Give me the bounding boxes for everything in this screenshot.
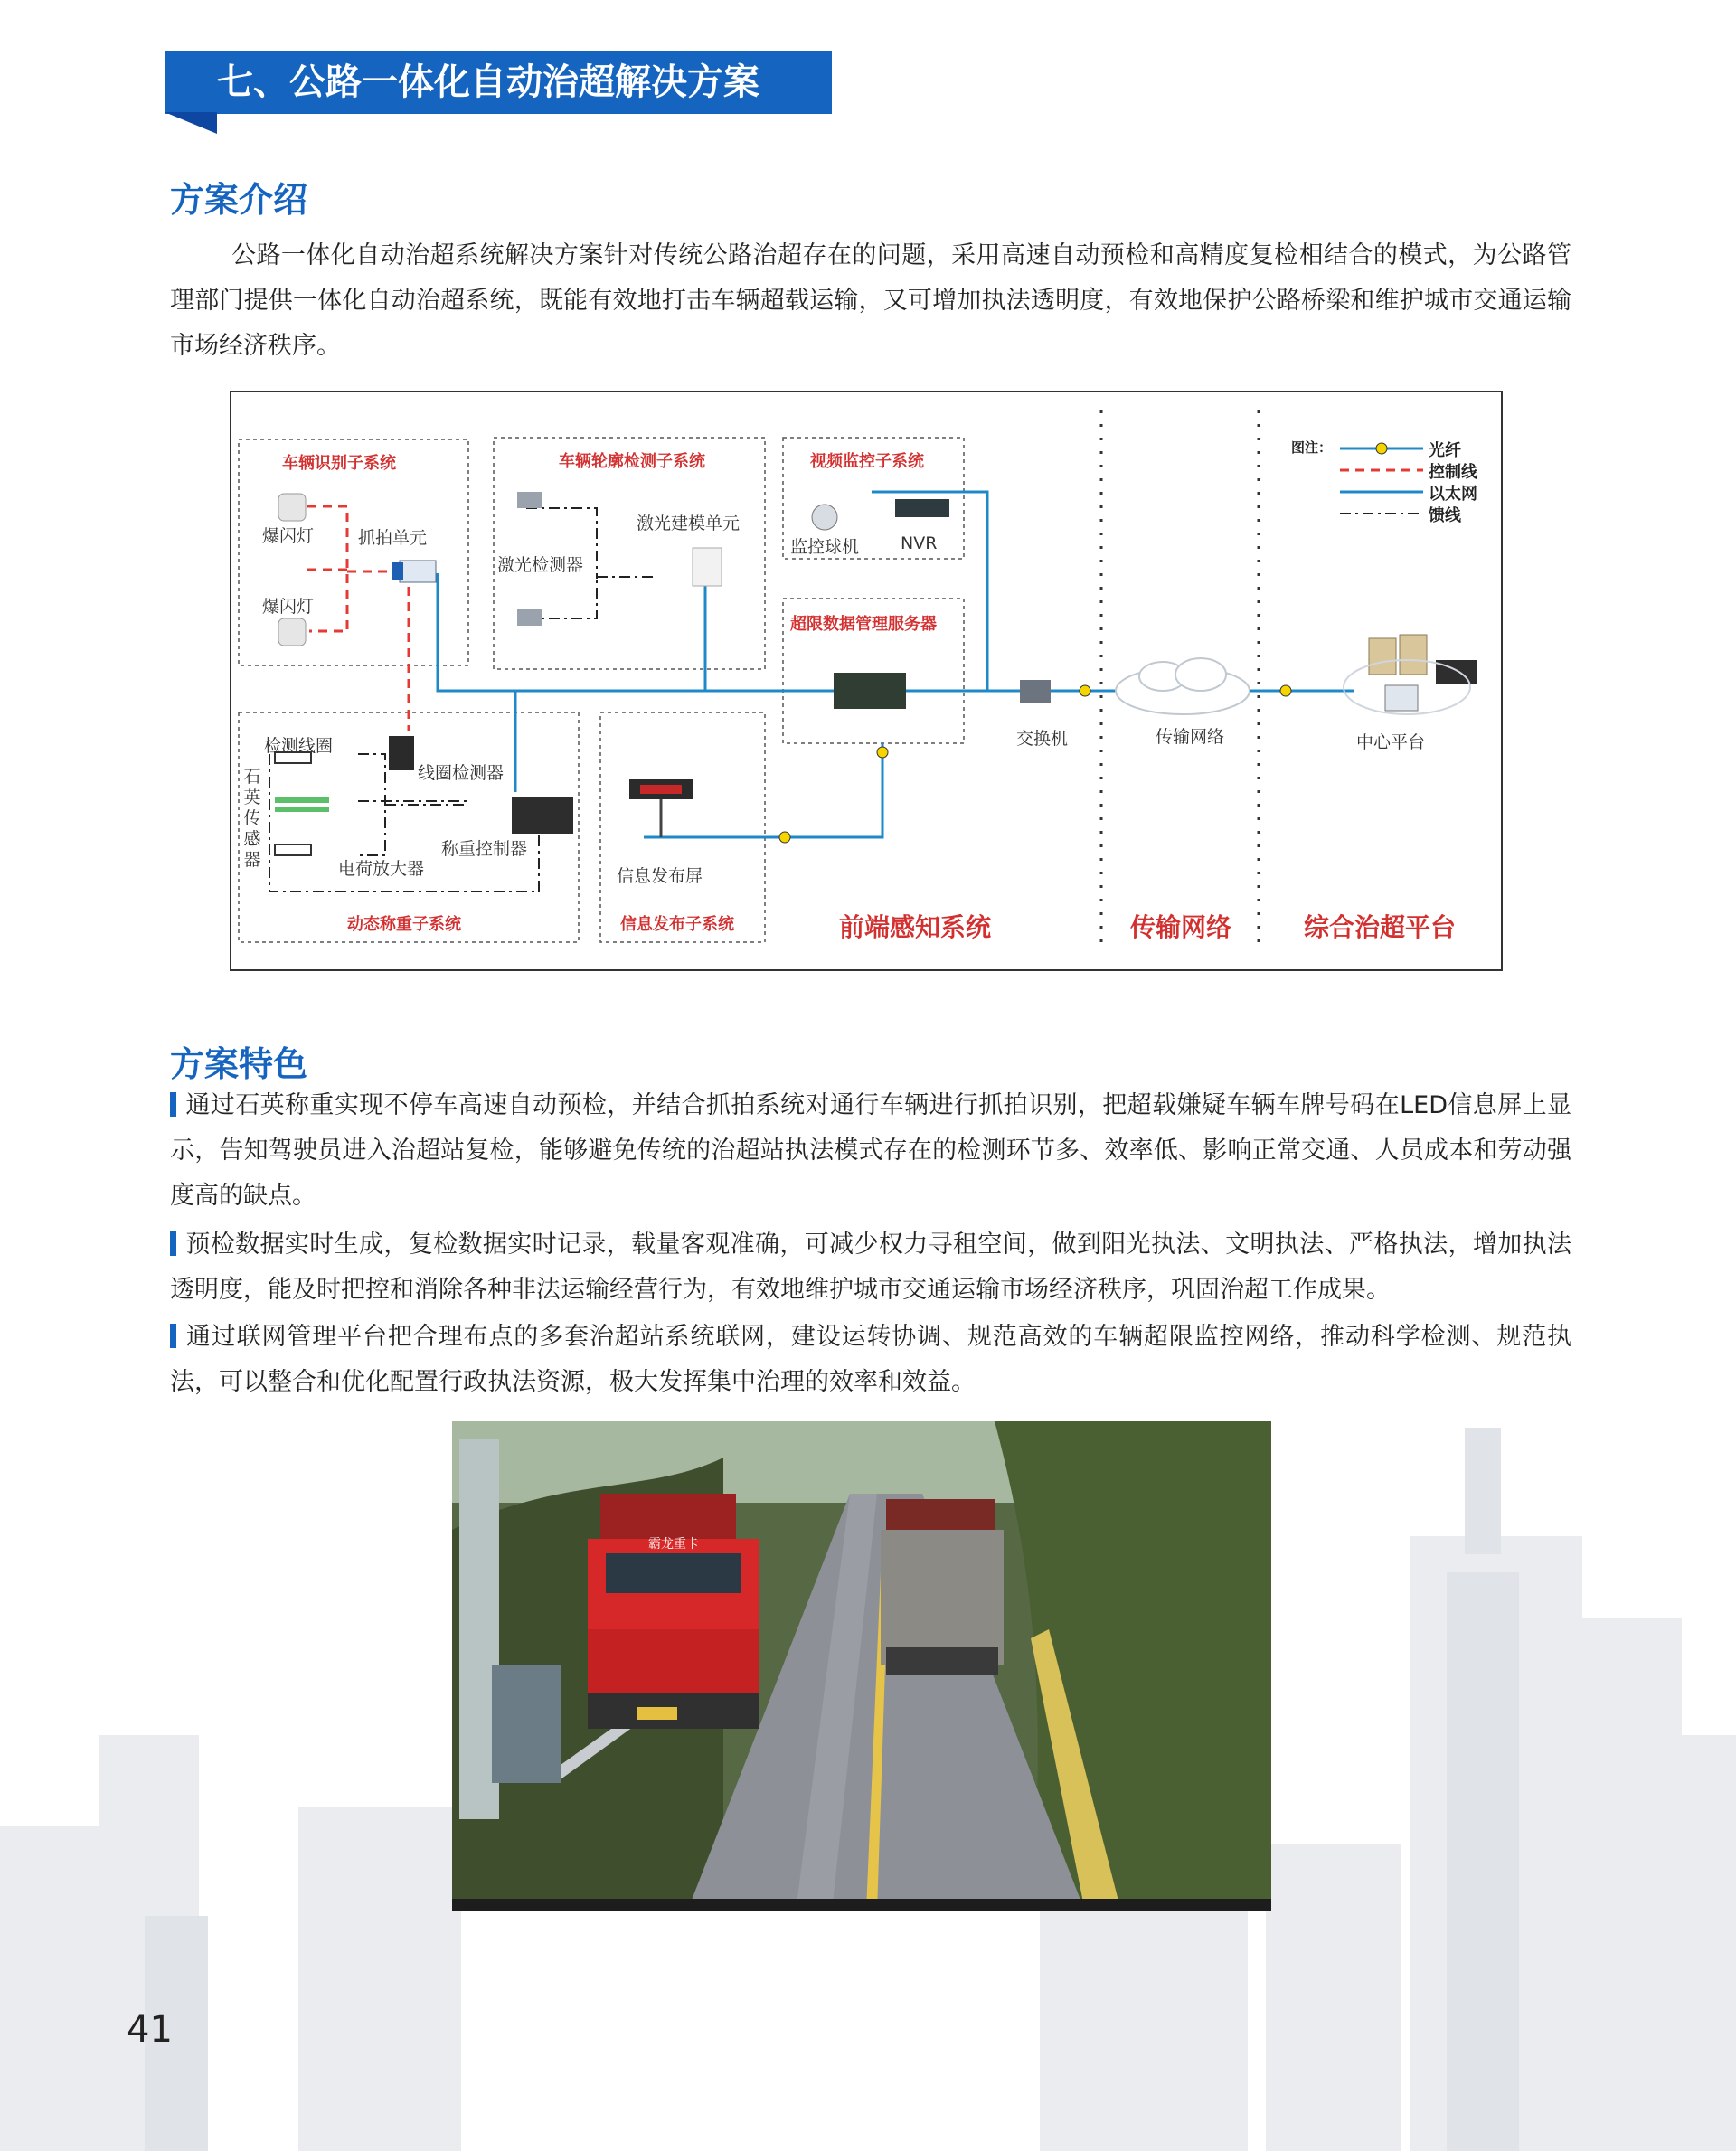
label-info: 信息发布子系统	[620, 915, 734, 934]
feature-text-3: 通过联网管理平台把合理布点的多套治超站系统联网，建设运转协调、规范高效的车辆超限监控网络，推动科学检测、规范执法，可以整合和优化配置行政执法资源，极大发挥集中治理的效率和效益。	[170, 1323, 1571, 1396]
system-diagram	[230, 391, 1503, 971]
bullet-bar	[170, 1231, 176, 1256]
feature-item-3	[170, 1315, 1571, 1405]
label-flash-2: 爆闪灯	[262, 597, 315, 617]
label-nvr: NVR	[901, 533, 938, 553]
banner-tab-decoration	[165, 112, 217, 134]
bullet-bar	[170, 1092, 176, 1117]
feature-text-1: 通过石英称重实现不停车高速自动预检，并结合抓拍系统对通行车辆进行抓拍识别，把超载嫌疑车辆车牌号码在LED信息屏上显示，告知驾驶员进入治超站复检，能够避免传统的治超站执法模式存在的检测环节多、效率低、影响正常交通、人员成本和劳动强度高的缺点。	[170, 1091, 1571, 1210]
label-weigh: 动态称重子系统	[347, 915, 461, 934]
legend-ethernet: 以太网	[1429, 485, 1477, 504]
label-charge-amp: 电荷放大器	[338, 859, 425, 879]
truck-brand-sign: 霸龙重卡	[648, 1537, 699, 1552]
label-switch: 交换机	[1016, 729, 1069, 749]
section-banner	[165, 51, 832, 114]
zone-platform: 综合治超平台	[1304, 912, 1457, 942]
intro-heading: 方案介绍	[170, 180, 308, 220]
label-laser-model: 激光建模单元	[637, 514, 741, 533]
page-number: 41	[127, 2009, 173, 2051]
bullet-bar	[170, 1324, 176, 1348]
intro-paragraph: 公路一体化自动治超系统解决方案针对传统公路治超存在的问题，采用高速自动预检和高精度复检相结合的模式，为公路管理部门提供一体化自动治超系统，既能有效地打击车辆超载运输，又可增加执法透明度，有效地保护公路桥梁和维护城市交通运输市场经济秩序。	[170, 241, 1571, 360]
label-weigh-controller: 称重控制器	[441, 839, 528, 859]
legend-feeder: 馈线	[1429, 506, 1461, 525]
zone-transmission: 传输网络	[1130, 912, 1232, 942]
label-loop: 检测线圈	[264, 736, 334, 756]
label-loop-detector: 线圈检测器	[418, 763, 505, 783]
features-heading: 方案特色	[170, 1044, 308, 1084]
feature-text-2: 预检数据实时生成，复检数据实时记录，载量客观准确，可减少权力寻租空间，做到阳光执法、文明执法、严格执法，增加执法透明度，能及时把控和消除各种非法运输经营行为，有效地维护城市交通运输市场经济秩序，巩固治超工作成果。	[170, 1231, 1571, 1304]
feature-item-1	[170, 1083, 1571, 1219]
label-center: 中心平台	[1356, 732, 1426, 752]
label-laser-detector: 激光检测器	[497, 555, 584, 575]
label-dome-camera: 监控球机	[790, 537, 860, 557]
feature-item-2	[170, 1222, 1571, 1313]
label-video: 视频监控子系统	[810, 452, 924, 471]
label-network: 传输网络	[1156, 727, 1225, 747]
info-box	[600, 712, 765, 942]
label-vehicle-id: 车辆识别子系统	[282, 454, 396, 473]
label-quartz: 石英传感器	[243, 767, 261, 870]
label-flash-1: 爆闪灯	[262, 526, 315, 546]
label-capture: 抓拍单元	[358, 528, 428, 548]
banner-title: 七、公路一体化自动治超解决方案	[217, 61, 760, 103]
label-contour: 车辆轮廓检测子系统	[559, 452, 705, 471]
legend-fiber: 光纤	[1429, 441, 1461, 460]
label-info-screen: 信息发布屏	[617, 866, 703, 886]
truck-photo	[452, 1421, 1271, 1911]
legend-title: 图注：	[1291, 439, 1333, 456]
zone-front: 前端感知系统	[839, 912, 992, 942]
legend-control: 控制线	[1429, 463, 1477, 482]
label-server: 超限数据管理服务器	[790, 615, 937, 634]
